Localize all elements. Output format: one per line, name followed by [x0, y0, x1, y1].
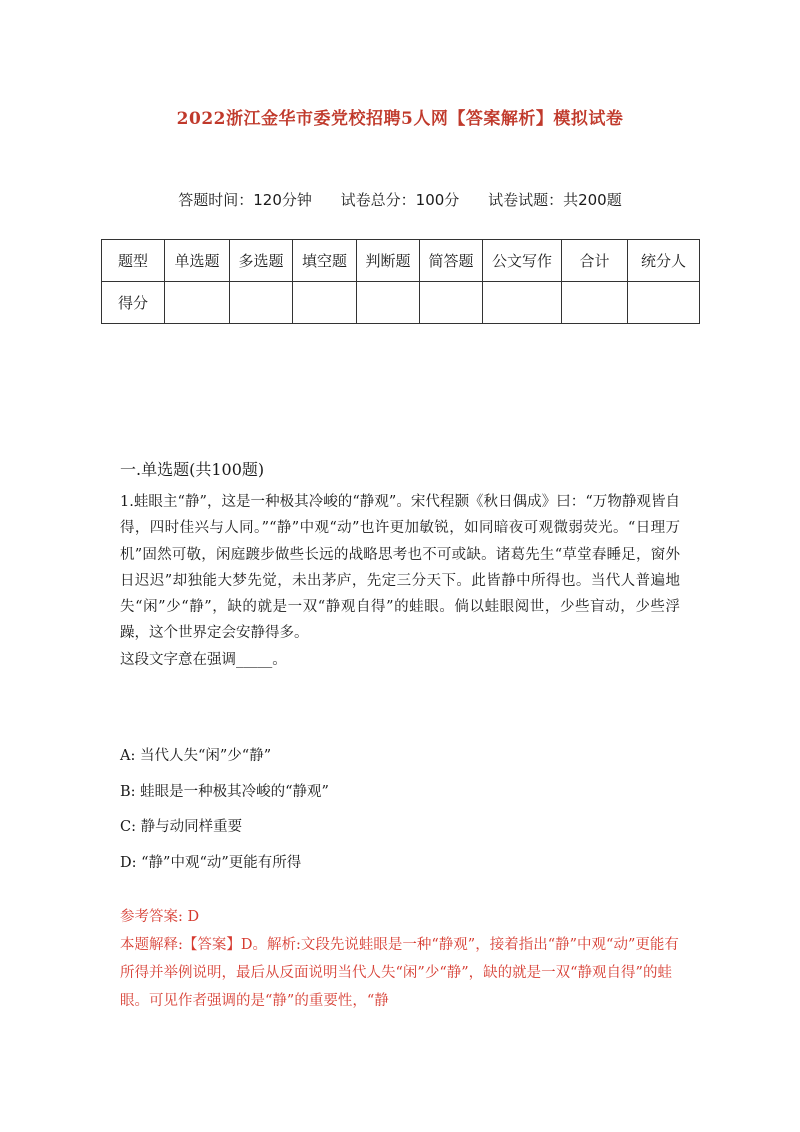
- score-table-header: 单选题: [165, 240, 230, 282]
- score-table-header: 合计: [562, 240, 628, 282]
- score-table: [101, 239, 700, 324]
- option-b: B: 蛙眼是一种极其冷峻的“静观”: [120, 783, 329, 800]
- score-table-header: 多选题: [230, 240, 293, 282]
- score-table-header: 填空题: [293, 240, 357, 282]
- score-table-header-row: [102, 240, 700, 282]
- question-block: [120, 489, 680, 673]
- score-cell: [293, 282, 357, 324]
- option-d: D: “静”中观“动”更能有所得: [120, 854, 302, 871]
- score-cell: [165, 282, 230, 324]
- option-c: C: 静与动同样重要: [120, 819, 243, 835]
- exam-title: 2022浙江金华市委党校招聘5人网【答案解析】模拟试卷: [176, 109, 624, 129]
- score-cell: [357, 282, 420, 324]
- score-table-score-row: [102, 282, 700, 324]
- score-cell: [628, 282, 700, 324]
- score-cell: [483, 282, 562, 324]
- exam-time: 答题时间：120分钟: [178, 191, 312, 209]
- score-table-header: 判断题: [357, 240, 420, 282]
- question-text: 1.蛙眼主“静”，这是一种极其冷峻的“静观”。宋代程颢《秋日偶成》曰：“万物静观皆自得，四时佳兴与人同。”“静”中观“动”也许更加敏锐，如同暗夜可观微弱荧光。“日理万机”固然可敬，闲庭踱步做些长远的战略思考也不可或缺。诸葛先生“草堂春睡足，窗外日迟迟”却独能大梦先觉，未出茅庐，先定三分天下。此皆静中所得也。当代人普遍地失“闲”少“静”，缺的就是一双“静观自得”的蛙眼。倘以蛙眼阅世，少些盲动，少些浮躁，这个世界定会安静得多。: [120, 494, 680, 642]
- score-cell: [562, 282, 628, 324]
- score-table-header: 统分人: [628, 240, 700, 282]
- score-cell: [230, 282, 293, 324]
- answer-explanation: 本题解释:【答案】D。解析:文段先说蛙眼是一种“静观”，接着指出“静”中观“动”更能有所得并举例说明，最后从反面说明当代人失“闲”少“静”，缺的就是一双“静观自得”的蛙眼。可见作者强调的是“静”的重要性，“静: [120, 937, 679, 1009]
- score-row-label: 得分: [102, 282, 165, 324]
- score-table-header: 题型: [102, 240, 165, 282]
- option-a: A: 当代人失“闲”少“静”: [120, 748, 272, 764]
- exam-total-score: 试卷总分：100分: [340, 191, 460, 209]
- exam-question-count: 试卷试题：共200题: [488, 191, 622, 209]
- question-options: [120, 743, 329, 885]
- question-prompt: 这段文字意在强调_____。: [120, 651, 287, 668]
- answer-block: [120, 903, 680, 1015]
- section-heading: 一.单选题(共100题): [120, 460, 265, 479]
- exam-meta: [0, 189, 800, 210]
- score-table-header: 简答题: [420, 240, 483, 282]
- reference-answer: 参考答案: D: [120, 909, 200, 925]
- score-cell: [420, 282, 483, 324]
- score-table-header: 公文写作: [483, 240, 562, 282]
